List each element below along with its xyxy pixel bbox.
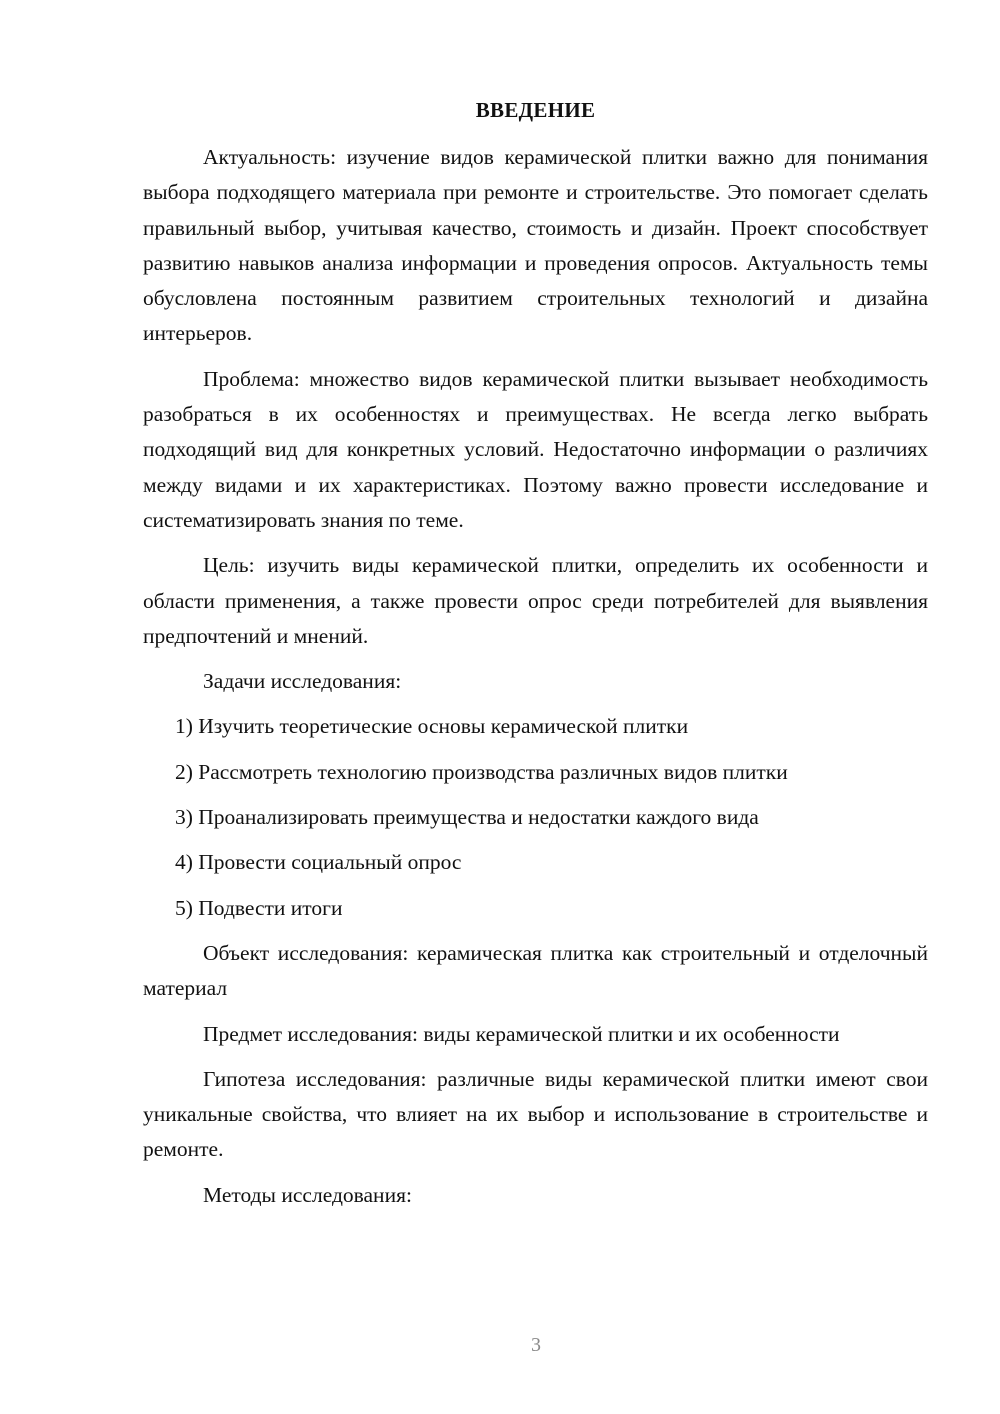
task-item: 4) Провести социальный опрос — [175, 850, 462, 875]
relevance-paragraph: Актуальность: изучение видов керамической плитки важно для понимания выбора подходящего материала при ремонте и строительстве. Это помогает сделать правильный выбор, учитывая качество, стоимость и дизайн. Проект способствует развитию навыков анализа информации и проведения опросов. Актуальность темы обусловлена постоянным развитием строительных технологий и дизайна интерьеров. — [143, 145, 928, 346]
page-title: ВВЕДЕНИЕ — [475, 98, 596, 122]
problem-paragraph: Проблема: множество видов керамической плитки вызывает необходимость разобраться в их особенностях и преимуществах. Не всегда легко выбрать подходящий вид для конкретных условий. Недостаточно информации о различиях между видами и их характеристиках. Поэтому важно провести исследование и систематизировать знания по теме. — [143, 366, 928, 532]
subject-paragraph: Предмет исследования: виды керамической плитки и их особенности — [203, 1021, 840, 1046]
methods-label: Методы исследования: — [203, 1182, 412, 1207]
tasks-label: Задачи исследования: — [203, 669, 402, 694]
hypothesis-paragraph: Гипотеза исследования: различные виды керамической плитки имеют свои уникальные свойства, что влияет на их выбор и использование в строительстве и ремонте. — [143, 1066, 928, 1162]
task-item: 1) Изучить теоретические основы керамической плитки — [175, 714, 689, 739]
page-number: 3 — [531, 1334, 541, 1356]
task-item: 3) Проанализировать преимущества и недостатки каждого вида — [175, 805, 759, 830]
document-page — [143, 95, 928, 1223]
task-item: 2) Рассмотреть технологию производства различных видов плитки — [175, 759, 788, 784]
task-item: 5) Подвести итоги — [175, 895, 343, 920]
object-paragraph: Объект исследования: керамическая плитка как строительный и отделочный материал — [143, 940, 928, 1001]
goal-paragraph: Цель: изучить виды керамической плитки, определить их особенности и области применения, а также провести опрос среди потребителей для выявления предпочтений и мнений. — [143, 553, 928, 648]
